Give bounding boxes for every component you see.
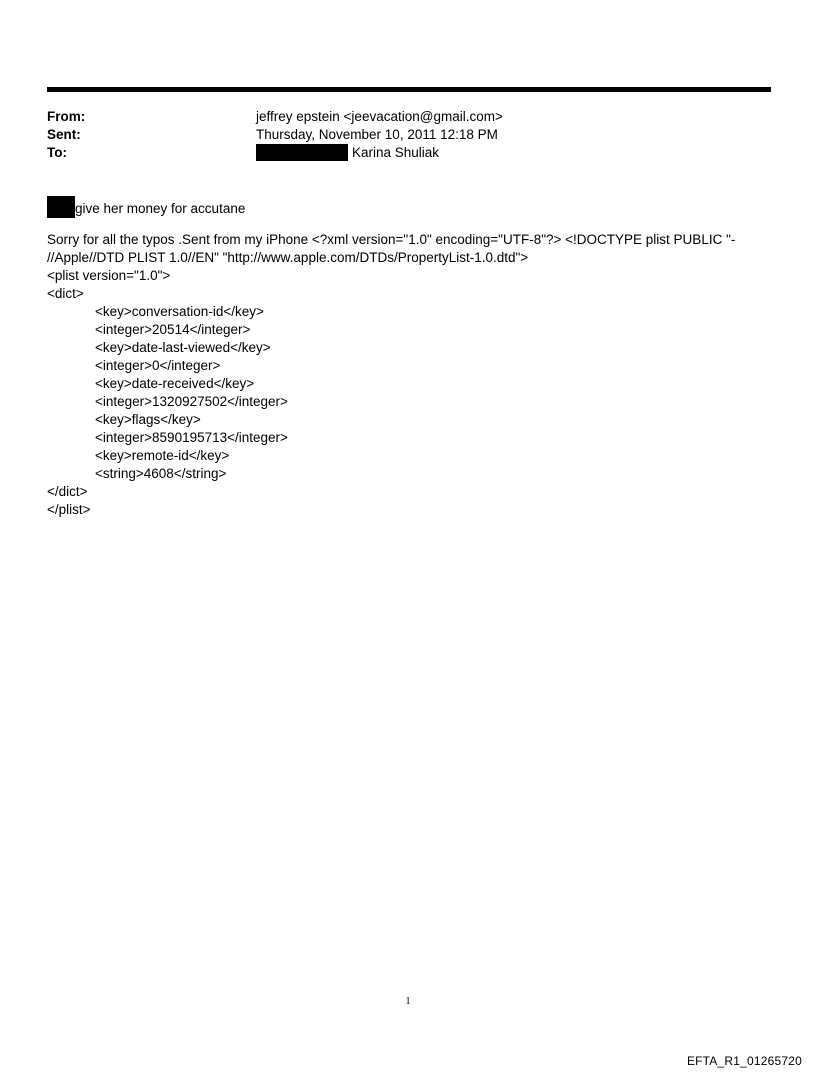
to-value-wrap bbox=[256, 144, 771, 162]
body-line: Sorry for all the typos .Sent from my iPhone <?xml version="1.0" encoding="UTF-8"?> <!DOCTYPE plist PUBLIC "- bbox=[47, 232, 736, 247]
body-line: </dict> bbox=[47, 484, 88, 499]
header-rule bbox=[47, 87, 771, 92]
body-line: <integer>1320927502</integer> bbox=[95, 394, 288, 409]
email-body bbox=[47, 196, 771, 519]
to-label: To: bbox=[47, 145, 67, 160]
from-value: jeffrey epstein <jeevacation@gmail.com> bbox=[256, 109, 503, 124]
sent-row bbox=[47, 126, 771, 144]
body-line: <key>remote-id</key> bbox=[95, 448, 230, 463]
redaction-box bbox=[256, 144, 348, 161]
sent-label: Sent: bbox=[47, 127, 81, 142]
body-line: <dict> bbox=[47, 286, 84, 301]
page-number: 1 bbox=[405, 996, 411, 1007]
body-line: <key>flags</key> bbox=[95, 412, 201, 427]
body-line: <string>4608</string> bbox=[95, 466, 227, 481]
to-row bbox=[47, 144, 771, 162]
redaction-box bbox=[47, 196, 75, 218]
body-line: <key>date-received</key> bbox=[95, 376, 255, 391]
body-line: <plist version="1.0"> bbox=[47, 268, 171, 283]
sent-value: Thursday, November 10, 2011 12:18 PM bbox=[256, 127, 498, 142]
body-line: //Apple//DTD PLIST 1.0//EN" "http://www.apple.com/DTDs/PropertyList-1.0.dtd"> bbox=[47, 250, 529, 265]
body-line: <integer>20514</integer> bbox=[95, 322, 251, 337]
body-line: <key>date-last-viewed</key> bbox=[95, 340, 271, 355]
message-paragraph bbox=[47, 231, 771, 519]
body-line: </plist> bbox=[47, 502, 91, 517]
body-line: <key>conversation-id</key> bbox=[95, 304, 264, 319]
greeting-text: give her money for accutane bbox=[75, 201, 246, 216]
greeting-line bbox=[47, 196, 771, 218]
document-id: EFTA_R1_01265720 bbox=[686, 1054, 802, 1068]
email-header bbox=[47, 108, 771, 162]
body-line: <integer>8590195713</integer> bbox=[95, 430, 288, 445]
from-row bbox=[47, 108, 771, 126]
from-label: From: bbox=[47, 109, 86, 124]
to-value: Karina Shuliak bbox=[352, 145, 440, 160]
body-line: <integer>0</integer> bbox=[95, 358, 221, 373]
